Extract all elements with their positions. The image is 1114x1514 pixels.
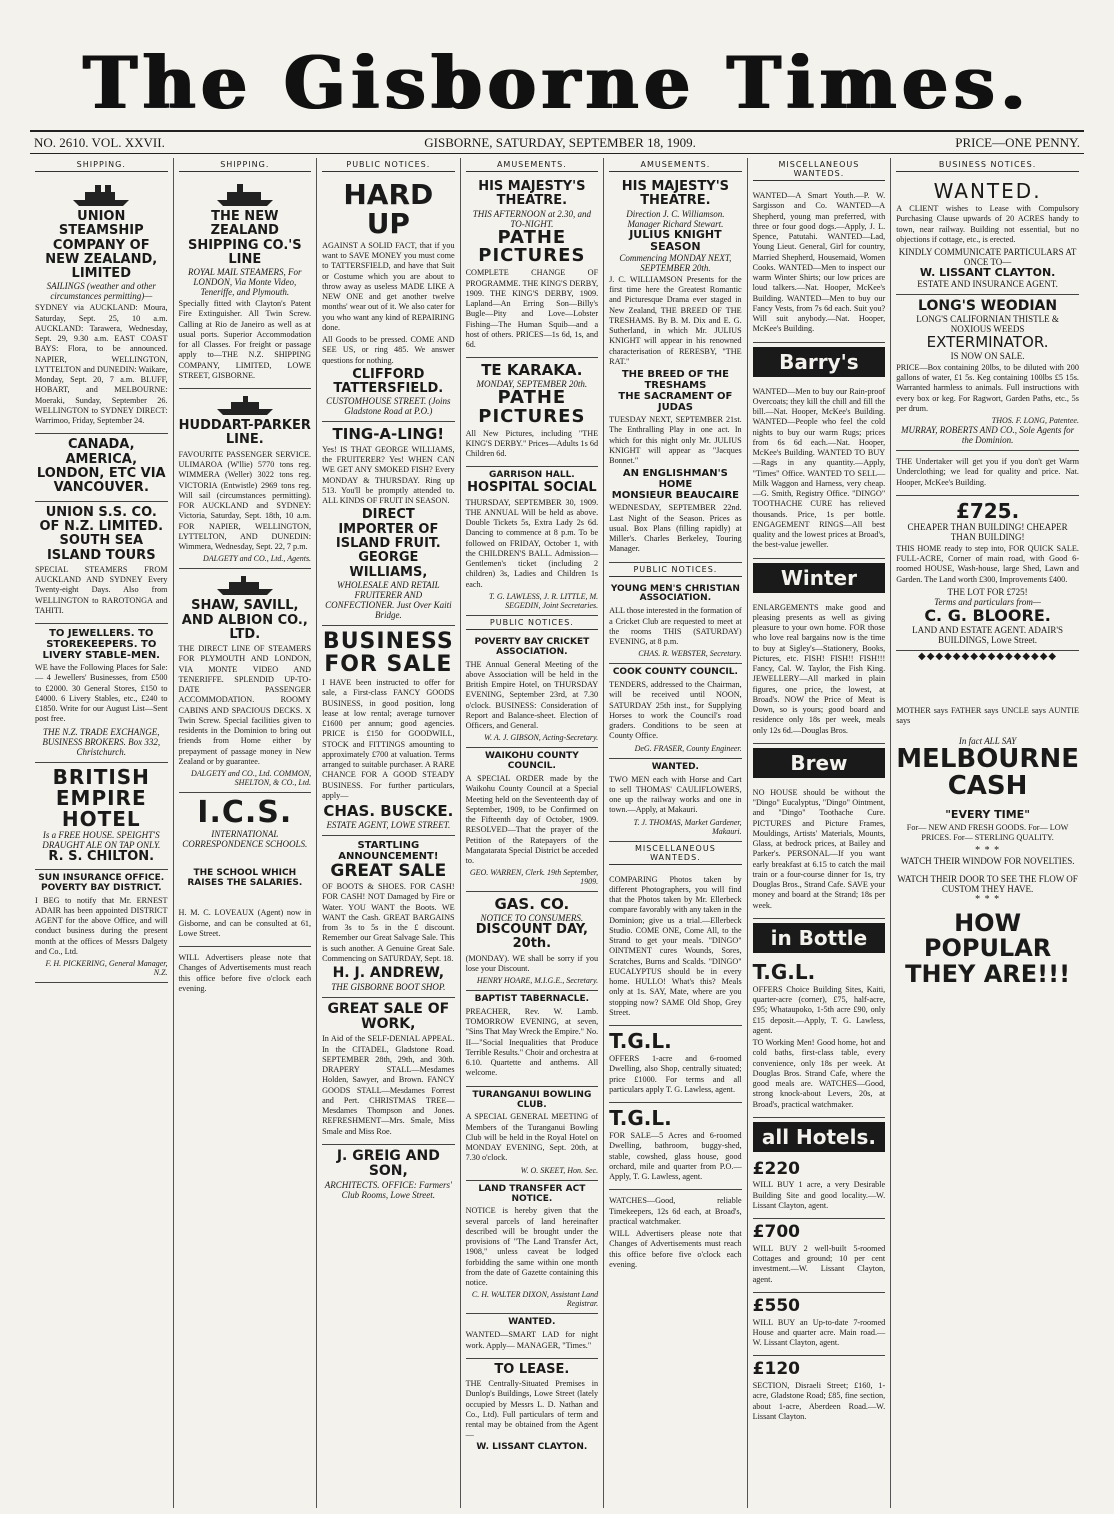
ad-subtitle: NOTICE TO CONSUMERS. <box>480 912 584 923</box>
ad-body: OF BOOTS & SHOES. FOR CASH! FOR CASH! NOT Damaged by Fire or Water. YOU WANT the Boots. WE WANT the Cash. GREAT BARGAINS from 3s to 5s in the £ discount. Remember our Great Salvage Sale. This is such another. A Genuine Great Sale. Commencing on SATURDAY, Sept. 18. <box>322 882 455 963</box>
column-header: SHIPPING. <box>35 158 168 172</box>
ad-infact: In fact ALL SAY <box>958 736 1017 747</box>
ad-title: YOUNG MEN'S CHRISTIAN ASSOCIATION. <box>610 583 740 604</box>
ad-headline: DISCOUNT DAY, 20th. <box>475 921 588 952</box>
ad-title: I.C.S. <box>197 795 293 831</box>
column-public-notices <box>317 158 461 1508</box>
great-sale-ad <box>322 836 455 998</box>
ad-body: I BEG to notify that Mr. ERNEST ADAIR has been appointed DISTRICT AGENT for the above Office, and will conduct business during the present month at the offices of Messrs Dalgety and Co., Ltd. <box>35 895 168 956</box>
ad-kindly: KINDLY COMMUNICATE PARTICULARS AT ONCE TO— <box>898 247 1077 267</box>
ad-body: TENDERS, addressed to the Chairman, will be received until NOON, SATURDAY 25th inst., for Supplying Horses to work the Council's road graders. Conditions to be seen at County Office. <box>609 680 742 741</box>
advert-note <box>179 947 312 1001</box>
huddart-parker-ad <box>179 389 312 569</box>
ad-sig: W. A. J. GIBSON, Acting-Secretary. <box>484 733 599 743</box>
ad-title: COOK COUNTY COUNCIL. <box>612 667 738 678</box>
wanted-lad-ad <box>466 1314 599 1358</box>
column-shipping-2 <box>174 158 318 1508</box>
home-725-ad <box>896 496 1079 651</box>
ad-body: SECTION, Disraeli Street; £160, 1-acre, Gladstone Road; £85, fine section, about 1-acre, Aberdeen Road.—W. Lissant Clayton. <box>752 1381 886 1421</box>
hospital-social-ad <box>466 467 599 615</box>
ad-sig: CHAS. R. WEBSTER, Secretary. <box>638 649 742 659</box>
ad-sig: W. LISSANT CLAYTON. <box>919 266 1056 279</box>
british-empire-hotel-ad <box>35 763 168 870</box>
winter-bar: Winter <box>753 563 886 593</box>
ad-title: BAPTIST TABERNACLE. <box>474 994 590 1004</box>
baptist-ad <box>466 991 599 1087</box>
ad-price: £550 <box>752 1295 800 1316</box>
ad-body: THIS HOME ready to step into, FOR QUICK SALE. FULL-ACRE, Corner of main road, with Good 6-roomed HOUSE, Wash-house, large Shed, Lawn and Garden. The Land worth £300, Improvements £400. <box>896 543 1079 584</box>
column-header: PUBLIC NOTICES. <box>322 158 455 172</box>
ad-sig: GEORGE WILLIAMS, <box>349 550 428 580</box>
ics-ad <box>179 793 312 947</box>
column-header: AMUSEMENTS. <box>466 158 599 172</box>
ad-sig-sub: CUSTOMHOUSE STREET. (Joins Gladstone Road at P.O.) <box>326 396 451 417</box>
ad-title: WANTED. <box>933 179 1042 203</box>
ad-body: (MONDAY). WE shall be sorry if you lose your Discount. <box>465 953 599 973</box>
ad-title: HIS MAJESTY'S THEATRE. <box>478 179 586 209</box>
ad-body: WANTED—A Smart Youth.—P. W. Sargisson and Co. WANTED—A Shepherd, young man preferred, with three or four good dogs.—Apply, J. L. Spence, Patutahi. WANTED—Lad, Young Lieut. General, Girl for country, Married Shepherd, Housemaid, Women Cooks. WANTED—Men to inspect our warm Winter Shirts; our low prices are loud talkers.—Nat. Hooper, McKee's Building. WANTED—Men to buy our Fancy Vests, from 7s 6d each. Suit you? Will suit anybody.—Nat. Hooper, McKee's Building. <box>752 191 886 334</box>
ad-headline: PATHE PICTURES <box>478 226 586 267</box>
ad-subtitle: THIS AFTERNOON at 2.30, and TO-NIGHT. <box>472 208 592 229</box>
jewellers-ad <box>35 624 168 763</box>
ad-body: THURSDAY, SEPTEMBER 30, 1909. THE ANNUAL Will be held as above. Double Tickets 5s, Extra Lady 2s 6d. Dancing to commence at 8 p.m. To be followed on FRIDAY, October 1, with the CHILDREN'S BALL. Admission—Gentlemen's ticket (including 2 children) 3s, Ladies and Children 1s each. <box>465 497 599 589</box>
ad-body: THE DIRECT LINE OF STEAMERS FOR PLYMOUTH AND LONDON, VIA MONTE VIDEO AND TENERIFFE. SPLENDID UP-TO-DATE PASSENGER ACCOMMODATION. ROOMY CABINS AND SPACIOUS DECKS. X Twin Screw. Special facilities given to residents in the Dominion to bring out friends from Home either by prepayment of passage money in New Zealand or by guarantee. <box>178 644 312 766</box>
masthead <box>30 38 1084 128</box>
column-header-public: PUBLIC NOTICES. <box>609 563 742 577</box>
bottle-bar: in Bottle <box>753 923 886 953</box>
ad-subtitle: SOUTH SEA ISLAND TOURS <box>46 533 156 563</box>
column-header: AMUSEMENTS. <box>609 158 742 172</box>
ad-body: WILL BUY 2 well-built 5-roomed Cottages and ground; 10 per cent investment.—W. Lissant Clayton, agent. <box>752 1243 886 1284</box>
ad-title: TING-A-LING! <box>332 425 445 444</box>
ad-body: SYDNEY via AUCKLAND: Moura, Saturday, Sept. 25, 10 a.m. AUCKLAND: Tarawera, Wednesday, Sept. 29, 9.30 a.m. EAST COAST BAYS: Flora, to be announced. NAPIER, WELLINGTON, LYTTELTON and DUNEDIN: Waikare, Monday, Sept. 20, 7 a.m. BLUFF, HOBART, and MELBOURNE: Moeraki, Sunday, September 26. WELLINGTON to SYDNEY DIRECT: Warrimoo, Friday, September 24. <box>35 303 168 426</box>
ad-body: PREACHER, Rev. W. Lamb. TOMORROW EVENING, at seven, "Sins That May Wreck the Empire." No. II—"Social Inequalities that Produce Terrible Results." Choir and orchestra at 6.10. Quartette and anthems. All welcome. <box>465 1006 599 1078</box>
weodian-ad <box>896 295 1079 451</box>
ad-subtitle: MONDAY, SEPTEMBER 20th. <box>476 378 588 389</box>
ad-body: OFFERS 1-acre and 6-roomed Dwelling, also Shop, centrally situated; price £1000. For terms and all particulars apply T. G. Lawless, agent. <box>609 1054 742 1094</box>
ad-title: HUDDART-PARKER LINE. <box>178 418 311 448</box>
ad-body: NOTICE is hereby given that the several parcels of land hereinafter described will be brought under the provisions of "The Land Transfer Act, 1908," unless caveat be lodged forbidding the same within one month from the date of Gazette containing this notice. <box>465 1206 599 1288</box>
gas-co-ad <box>466 892 599 991</box>
place-date: GISBORNE, SATURDAY, SEPTEMBER 18, 1909. <box>424 134 696 150</box>
cook-county-ad <box>609 664 742 758</box>
price-550-ad <box>753 1293 886 1356</box>
ad-sig: DALGETY and CO., Ltd. COMMON, SHELTON, & CO., Ltd. <box>191 769 312 788</box>
misc-wanteds <box>609 869 742 1027</box>
column-header-misc: MISCELLANEOUS WANTEDS. <box>609 842 742 865</box>
ad-subtitle: DIRECT IMPORTER OF ISLAND FRUIT. <box>335 507 441 551</box>
ad-kicker: GARRISON HALL. <box>488 470 575 481</box>
ad-body: I HAVE been instructed to offer for sale, a First-class FANCY GOODS BUSINESS, in good position, long lease at low rental; average turnover £1600 per annum; good agencies. PRICE is £150 for GOODWILL, STOCK and FITTINGS amounting to approximately £700 at valuation. Terms arranged to suitable purchaser. A RARE CHANCE FOR A GOOD STEADY BUSINESS. For further particulars, apply— <box>322 678 455 800</box>
ad-body: AGAINST A SOLID FACT, that if you want to SAVE MONEY you must come to TATTERSFIELD, and have that Suit or Costume which you are about to throw away as useless MADE LIKE A NEW ONE and get another twelve months' wear out of it. We also cater for you who want any kind of REPAIRING done. <box>322 240 455 332</box>
column-header: MISCELLANEOUS WANTEDS. <box>753 158 886 181</box>
wanteds-3 <box>753 597 886 744</box>
ad-every: "EVERY TIME" <box>945 807 1030 821</box>
ad-body: Yes! IS THAT GEORGE WILLIAMS, the FRUITERER? Yes! WHEN CAN WE GET ANY SMOKED FISH? Every MONDAY & THURSDAY. Ring up 513. You'll be promptly attended to. ALL KINDS OF FRUIT IN SEASON. <box>322 444 455 506</box>
ad-cheaper: CHEAPER THAN BUILDING! CHEAPER THAN BUILDING! <box>907 521 1068 542</box>
ad-title: TO LEASE. <box>494 1361 570 1377</box>
ad-sig: HENRY HOARE, M.I.G.E., Secretary. <box>476 976 599 985</box>
land-transfer-ad <box>466 1181 599 1315</box>
ad-body: SPECIAL STEAMERS FROM AUCKLAND AND SYDNEY Every Twenty-eight Days. Also from WELLINGTON to RAROTONGA and TAHITI. <box>35 564 168 615</box>
bowling-club-ad <box>466 1087 599 1181</box>
ad-body: FAVOURITE PASSENGER SERVICE. ULIMAROA (W'llie) 5770 tons reg. WIMMERA (Weller) 3022 tons reg. VICTORIA (Entwistle) 2969 tons reg. Will sail (circumstances permitting). FOR AUCKLAND and SYDNEY: Victoria, Saturday, Sept. 18th, 10 a.m. FOR NAPIER, WELLINGTON, LYTTELTON, AND DUNEDIN: Wimmera, Wednesday, Sept. 22, 7 p.m. <box>178 449 312 552</box>
column-shipping-1 <box>30 158 174 1508</box>
ad-title: WAIKOHU COUNTY COUNCIL. <box>484 751 579 772</box>
ad-title: T.G.L. <box>609 1106 672 1131</box>
ad-sig: R. S. CHILTON. <box>48 848 155 864</box>
ad-body: COMPLETE CHANGE OF PROGRAMME. THE KING'S DERBY, 1909. THE KING'S DERBY, 1909. Lapland—An Erring Son—Billy's Bugle—Pity and Love—Lobster Fishing—The Human Squib—and a host of others. PRICES—1s 6d, 1s, and 6d. <box>465 268 599 350</box>
wanted-client-ad <box>896 176 1079 295</box>
dateline <box>30 130 1084 154</box>
column-header-public: PUBLIC NOTICES. <box>466 616 599 630</box>
stars-divider-2: * * * <box>975 894 1001 906</box>
sale-of-work-ad <box>322 998 455 1145</box>
price-700-ad <box>753 1219 886 1293</box>
te-karaka-ad <box>466 358 599 467</box>
ad-title: TO JEWELLERS. TO STOREKEEPERS. TO LIVERY STABLE-MEN. <box>42 628 160 662</box>
column-business-notices <box>891 158 1084 1508</box>
cricket-ad <box>466 634 599 749</box>
ad-breed: THE BREED OF THE TRESHAMS <box>621 369 729 392</box>
ad-title: UNION STEAMSHIP COMPANY OF NEW ZEALAND, LIMITED <box>45 209 158 282</box>
ad-title: TURANGANUI BOWLING CLUB. <box>472 1089 592 1110</box>
ad-sig: C. G. BLOORE. <box>924 605 1051 625</box>
tgl-ad-1 <box>609 1026 742 1103</box>
ad-judas-body: TUESDAY NEXT, SEPTEMBER 21st. The Enthralling Play in one act. In which for this night only Mr. JULIUS KNIGHT will appear as "Jacques Bonnet." <box>609 415 742 466</box>
steamship-icon <box>215 395 275 417</box>
wanted-men-ad <box>609 759 742 842</box>
ad-sig: T. G. LAWLESS, J. R. LITTLE, M. SEGEDIN, Joint Secretaries. <box>489 591 599 610</box>
ad-subtitle: INTERNATIONAL CORRESPONDENCE SCHOOLS. <box>182 828 308 849</box>
ad-body-tail: All Goods to be pressed. COME AND SEE US, or ring 485. We answer questions for nothing. <box>322 335 455 365</box>
ad-body: WANTED—Men to buy our Rain-proof Overcoats; they kill the chill and fill the bill.—Nat. Hooper, McKee's Building. WANTED—People who feel the cold nights to buy our warm Rugs; prices from 6s 6d each.—Nat. Hooper, McKee's Building. WANTED TO BUY—Rags in any quantity.—Apply, "Times" Office. WANTED TO SELL—Milk Waggon and Harness, very cheap.—G. Smith, Registry Office. "DINGO" TOOTHACHE CURE has relieved thousands. Price, 1s per bottle. ENGAGEMENT RINGS—All best quality and the lowest prices at Broad's, the best-value jeweller. <box>752 386 886 550</box>
ad-subtitle: Direction J. C. Williamson. Manager Richard Stewart. <box>626 208 725 229</box>
ad-body: THE Undertaker will get you if you don't get Warm Underclothing; we lead for quality and price. Nat. Hooper, McKee's Building. <box>896 457 1079 487</box>
ad-home: AN ENGLISHMAN'S HOME <box>622 468 728 491</box>
ad-title: SHAW, SAVILL, AND ALBION CO., LTD. <box>181 598 308 642</box>
ad-body: WANTED—SMART LAD for night work. Apply— MANAGER, "Times." <box>465 1330 599 1350</box>
ad-body: TWO MEN each with Horse and Cart to sell THOMAS' CAULIFLOWERS, one up the railway works and one in town.—Apply, at Makauri. <box>609 774 742 815</box>
wanteds-1 <box>753 185 886 343</box>
ad-title: HOSPITAL SOCIAL <box>467 480 597 496</box>
ad-body: A SPECIAL ORDER made by the Waikohu County Council at a Special Meeting held on the Seventeenth day of September, 1909, to be Confirmed on the Fifteenth day of October, 1909. RESOLVED—That the prayer of the Petition of the Ratepayers of the Mangatarata Special District be acceded to. <box>465 774 599 866</box>
hard-up-ad <box>322 176 455 422</box>
ad-body: PRICE—Box containing 20lbs, to be diluted with 200 gallons of water, £1 5s. Keg containing 100lbs £5 15s. Warranted harmless to animals. Full instructions with every box or keg. For Ragwort, Garden Paths, etc., 5s per drum. <box>896 362 1079 413</box>
ad-title: BRITISH EMPIRE HOTEL <box>52 764 150 831</box>
ad-sig-sub: ESTATE AND INSURANCE AGENT. <box>917 279 1058 290</box>
ad-title: WANTED. <box>508 1317 556 1328</box>
ad-title: GAS. CO. <box>494 895 570 914</box>
column-amusements-2 <box>604 158 748 1508</box>
ad-sig-sub: MURRAY, ROBERTS AND CO., Sole Agents for the Dominion. <box>901 425 1075 446</box>
ad-title: THE NEW ZEALAND SHIPPING CO.'S LINE <box>187 209 302 267</box>
nz-shipping-ad <box>179 176 312 389</box>
steamship-icon <box>71 182 131 208</box>
ad-for-list: For— NEW AND FRESH GOODS. For— LOW PRICES. For— STERLING QUALITY. <box>906 822 1069 843</box>
ad-sig-sub: ESTATE AGENT, LOWE STREET. <box>326 819 451 830</box>
price: PRICE—ONE PENNY. <box>955 134 1080 150</box>
ad-title: WANTED. <box>651 761 699 772</box>
ad-price: £700 <box>752 1222 800 1243</box>
ad-title: CANADA, AMERICA, LONDON, ETC VIA VANCOUVER. <box>36 437 166 496</box>
ad-title: J. GREIG AND SON, <box>336 1147 440 1180</box>
ad-body: A CLIENT wishes to Lease with Compulsory Purchasing Clause upwards of 20 ACRES handy to town, near railway. Building not essential, but no objections if cottage, etc., is erected. <box>896 204 1079 244</box>
wanteds-4 <box>753 782 886 919</box>
ad-body-2: TO Working Men! Good home, hot and cold baths, first-class table, every convenience, only 18s per week. At Douglas Bros. Strand Cafe, where the good meals are. WATCHES—Good, strong knock-about Levers, 20s, at Broad's, practical watchmaker. <box>752 1038 886 1109</box>
ad-price: £725. <box>955 498 1020 523</box>
ad-says: MOTHER says FATHER says UNCLE says AUNTIE says <box>896 705 1079 725</box>
ad-body: J. C. WILLIAMSON Presents for the first time here the Greatest Romantic and Picturesque Drama ever staged in New Zealand, THE BREED OF THE TRESHAMS. By B. M. Dix and E. G. Sutherland, in which Mr. JULIUS KNIGHT will appear in his renowned characterisation of RERESBY, "THE RAT." <box>609 274 742 366</box>
ymca-ad <box>609 581 742 665</box>
price-120-ad <box>753 1356 886 1429</box>
ad-body: NO HOUSE should be without the "Dingo" Eucalyptus, "Dingo" Ointment, and "Dingo" Toothache Cure. PICTURES and Picture Frames, Mouldings, Artists' Materials, Mounts, Glass, at bedrock prices, at Bailey and Parker's. PERSONAL—If you want early breakfast at 6.15 to catch the mail train or a four-course dinner for 1s, try Douglas Bros., Strand Cafe. SAVE your money and board at the Strand; 18s per week. <box>752 787 886 910</box>
column-header: BUSINESS NOTICES. <box>896 158 1079 172</box>
barrys-bar: Barry's <box>753 347 886 377</box>
ad-body: THE SCHOOL WHICH RAISES THE SALARIES. <box>187 867 303 888</box>
waikohu-ad <box>466 748 599 892</box>
ad-judas: THE SACRAMENT OF JUDAS <box>618 391 733 414</box>
stars-divider: * * * <box>975 845 1001 857</box>
column-misc-wanteds <box>748 158 892 1508</box>
hotels-bar: all Hotels. <box>753 1122 886 1152</box>
ad-title: GREAT SALE OF WORK, <box>327 1000 450 1033</box>
steamship-icon <box>215 182 275 208</box>
ad-subtitle: LONG'S CALIFORNIAN THISTLE & NOXIOUS WEEDS <box>916 314 1059 335</box>
ad-popular: HOW POPULAR THEY ARE!!! <box>905 909 1071 988</box>
sun-insurance-ad <box>35 870 168 983</box>
ad-price: £220 <box>752 1158 800 1179</box>
ad-beaucaire-body: WEDNESDAY, SEPTEMBER 22nd. Last Night of the Season. Prices as usual. Box Plans (filling rapidly) at Miller's. Charles Berkeley, Touring Manager. <box>609 503 742 554</box>
ad-title: T.G.L. <box>609 1029 672 1054</box>
ad-title: LONG'S WEODIAN <box>918 298 1058 315</box>
ad-sig: THOS. F. LONG, Patentee. <box>991 416 1079 426</box>
ad-sig: F. H. PICKERING, General Manager, N.Z. <box>45 959 168 978</box>
ad-beaucaire: MONSIEUR BEAUCAIRE <box>611 490 739 502</box>
his-majestys-ad <box>466 176 599 358</box>
ad-note: WILL Advertisers please note that Changes of Advertisements must reach this office before five o'clock each evening. <box>609 1229 742 1269</box>
ad-body: THE Centrally-Situated Premises in Dunlop's Buildings, Lowe Street (lately occupied by Messrs L. D. Nathan and Co., Ltd). Full particulars of term and rental may be obtained from the Agent— <box>465 1379 599 1440</box>
ad-title: SUN INSURANCE OFFICE. POVERTY BAY DISTRICT. <box>38 872 165 893</box>
ad-body: WILL Advertisers please note that Changes of Advertisements must reach this office before five o'clock each evening. <box>178 953 312 993</box>
ad-headline: JULIUS KNIGHT SEASON <box>629 227 722 253</box>
ad-title: HIS MAJESTY'S THEATRE. <box>621 179 730 209</box>
ad-watch-2: WATCH THEIR DOOR TO SEE THE FLOW OF CUSTOM THEY HAVE. <box>897 874 1078 895</box>
union-steamship-ad <box>35 176 168 434</box>
ad-body: WILL BUY an Up-to-date 7-roomed House and quarter acre. Main road.—W. Lissant Clayton, agent. <box>752 1317 886 1348</box>
canada-ad <box>35 434 168 501</box>
ad-title: UNION S.S. CO. OF N.Z. LIMITED. <box>39 504 164 534</box>
undertaker-ad <box>896 451 1079 496</box>
wanteds-2 <box>753 381 886 559</box>
ad-sig: W. LISSANT CLAYTON. <box>476 1441 588 1452</box>
melbourne-cash-ad <box>896 662 1079 992</box>
tgl-ad-3 <box>753 957 886 1118</box>
ad-sig-sub: THE GISBORNE BOOT SHOP. <box>331 981 446 992</box>
ad-body: FOR SALE—5 Acres and 6-roomed Dwelling, bathroom, buggy-shed, stable, cowshed, glass house, good orchard, mile and quarter from P.O.—Apply, T. G. Lawless, agent. <box>609 1131 742 1182</box>
ad-subtitle: ROYAL MAIL STEAMERS, For LONDON, Via Monte Video, Teneriffe, and Plymouth. <box>188 267 302 298</box>
ad-sig: C. H. WALTER DIXON, Assistant Land Registrar. <box>471 1290 599 1309</box>
ad-title: LAND TRANSFER ACT NOTICE. <box>478 1183 586 1204</box>
steamship-icon <box>215 575 275 597</box>
ad-title: HARD UP <box>343 178 434 241</box>
ad-body: COMPARING Photos taken by different Photographers, you will find that the Photos taken by Mr. Ellerbeck compare favorably with any taken in the Dominion; give us a trial.—Ellerbeck Studio. COME ONE, Come All, to the Strand to get your meals. "DINGO" OINTMENT cures Wounds, Sores, Scratches, Burns and Scalds. "DINGO" EUCALYPTUS should be in every home. HULLO! What's this? Meals only at 1s. SAY, Mate, where are you stopping now? SAME Old Shop, Grey Street. <box>609 874 742 1017</box>
ad-title: GREAT SALE <box>330 860 447 881</box>
newspaper-title: The Gisborne Times. <box>82 40 1032 125</box>
columns <box>30 158 1084 1508</box>
ad-sig: CHAS. BUSCKE. <box>323 802 454 821</box>
union-sea-tours-ad <box>35 502 168 624</box>
ad-title: TE KARAKA. <box>481 361 583 380</box>
ad-headline: EXTERMINATOR. <box>926 333 1049 352</box>
ad-sig: THE N.Z. TRADE EXCHANGE, BUSINESS BROKERS. Box 332, Christchurch. <box>42 726 161 757</box>
ad-body: In Aid of the SELF-DENIAL APPEAL. In the CITADEL, Gladstone Road. SEPTEMBER 28th, 29th, and 30th. DRAPERY STALL—Mesdames Holden, Sawyer, and Brown. FANCY GOODS STALL—Mesdames Forrest and Pert. CHRISTMAS TREE—Mesdames Thompson and Jones. REFRESHMENT—Mrs. Smale, Miss Smale and Miss Roe. <box>322 1034 455 1136</box>
ad-sig: GEO. WARREN, Clerk. 19th September, 1909. <box>469 868 599 887</box>
business-for-sale-ad <box>322 626 455 836</box>
ad-title: T.G.L. <box>752 959 816 984</box>
ad-body: WATCHES—Good, reliable Timekeepers, 12s 6d each, at Broad's, practical watchmaker. <box>609 1196 742 1226</box>
price-220-ad <box>753 1156 886 1219</box>
ad-body: ALL those interested in the formation of a Cricket Club are requested to meet at the rooms THIS (SATURDAY) EVENING, at 8 p.m. <box>609 606 742 647</box>
ad-sig: H. J. ANDREW, <box>332 965 445 982</box>
ad-body: A SPECIAL GENERAL MEETING of Members of the Turanganui Bowling Club will be held in the Royal Hotel on MONDAY EVENING, Sept. 20th, at 7.30 o'clock. <box>465 1112 599 1163</box>
to-lease-ad <box>466 1359 599 1458</box>
ting-a-ling-ad <box>322 422 455 625</box>
ad-title: MELBOURNE CASH <box>896 744 1079 802</box>
watches-ad <box>609 1190 742 1277</box>
ad-body: Is a FREE HOUSE. SPEIGHT'S DRAUGHT ALE ON TAP ONLY. <box>42 829 161 850</box>
ad-sig: W. O. SKEET, Hon. Sec. <box>520 1165 599 1175</box>
column-amusements-1 <box>461 158 605 1508</box>
decorative-border: ◆◆◆◆◆◆◆◆◆◆◆◆◆◆◆◆ <box>918 650 1058 662</box>
ad-sig: DeG. FRASER, County Engineer. <box>634 743 742 753</box>
ad-on-sale: IS NOW ON SALE. <box>950 350 1025 361</box>
ad-sig-sub: ARCHITECTS. OFFICE: Farmers' Club Rooms, Lowe Street. <box>324 1179 452 1200</box>
ad-body: Specially fitted with Clayton's Patent Fire Extinguisher. All Twin Screw. Calling at Rio de Janeiro as well as at usual ports. Superior Accommodation for all Classes. For freight or passage apply to—THE N.Z. SHIPPING COMPANY, LIMITED, LOWE STREET, GISBORNE. <box>178 299 312 380</box>
ad-watch: WATCH THEIR WINDOW FOR NOVELTIES. <box>900 856 1075 867</box>
ad-body: All New Pictures, including "THE KING'S DERBY." Prices—Adults 1s 6d Children 6d. <box>465 428 599 459</box>
greig-ad <box>322 1145 455 1205</box>
ad-body: THE Annual General Meeting of the above Association will be held in the British Empire Hotel, on THURSDAY EVENING, September 23rd, at 7.30 o'clock. BUSINESS: Consideration of Report and Balance-sheet. Election of Officers, and General. <box>465 659 599 731</box>
ad-title: BUSINESS FOR SALE <box>322 628 454 677</box>
ad-title: POVERTY BAY CRICKET ASSOCIATION. <box>474 636 590 657</box>
ad-sig: DALGETY and CO., Ltd., Agents. <box>202 554 312 564</box>
column-header: SHIPPING. <box>179 158 312 172</box>
issue-number: NO. 2610. VOL. XXVII. <box>34 134 165 150</box>
tgl-ad-2 <box>609 1103 742 1190</box>
shaw-savill-ad <box>179 569 312 793</box>
brew-bar: Brew <box>753 748 886 778</box>
ad-body: ENLARGEMENTS make good and pleasing presents as well as giving pleasure to your own home. FOR those who love real bargains now is the time to buy at Sigley's—Stationery, Books, Pictures, etc. FISH! FISH!! FISH!!! Fancy, Cal. W. Taylor, the Fish King. JEWELLERY—All marked in plain figures, one price, the lowest, at Broad's. NOW the Price of Meat is Down, so is yours; good board and residence only 18s per week, meals only 12s 6d.—Douglas Bros. <box>752 602 886 735</box>
ad-body: OFFERS Choice Building Sites, Kaiti, quarter-acre (corner), £75, half-acre, £95; Whataupoko, 1-5th acre £90, only £15 deposit.—Apply, T. G. Lawless, agent. <box>752 984 886 1035</box>
ad-sig: CLIFFORD TATTERSFIELD. <box>333 366 444 397</box>
ad-lot: THE LOT FOR £725! <box>947 586 1028 597</box>
julius-knight-ad <box>609 176 742 563</box>
ad-kicker: STARTLING ANNOUNCEMENT! <box>338 839 439 862</box>
ad-sig-sub: WHOLESALE AND RETAIL FRUITERER AND CONFECTIONER. Just Over Kaiti Bridge. <box>325 579 452 620</box>
ad-subtitle-2: Commencing MONDAY NEXT, SEPTEMBER 20th. <box>619 252 732 273</box>
ad-agent: H. M. C. LOVEAUX (Agent) now in Gisborne, and can be consulted at 61, Lowe Street. <box>178 908 312 938</box>
ad-sig: T. J. THOMAS, Market Gardener, Makauri. <box>633 817 742 836</box>
ad-body: WILL BUY 1 acre, a very Desirable Building Site and good locality.—W. Lissant Clayton, agent. <box>752 1180 886 1210</box>
ad-headline: PATHE PICTURES <box>478 386 586 427</box>
ad-price: £120 <box>752 1359 800 1380</box>
ad-sig-sub: LAND AND ESTATE AGENT. ADAIR'S BUILDINGS, Lowe Street. <box>912 624 1064 645</box>
ad-subtitle: SAILINGS (weather and other circumstances permitting)— <box>46 281 156 302</box>
ad-terms: Terms and particulars from— <box>934 596 1041 607</box>
ad-body: WE have the Following Places for Sale:— 4 Jewellers' Businesses, from £500 to £2000. 30 General Stores, £150 to £4000. 6 Livery Stables, etc., £240 to £1850. Write for our August List—Sent post free. <box>35 663 168 724</box>
